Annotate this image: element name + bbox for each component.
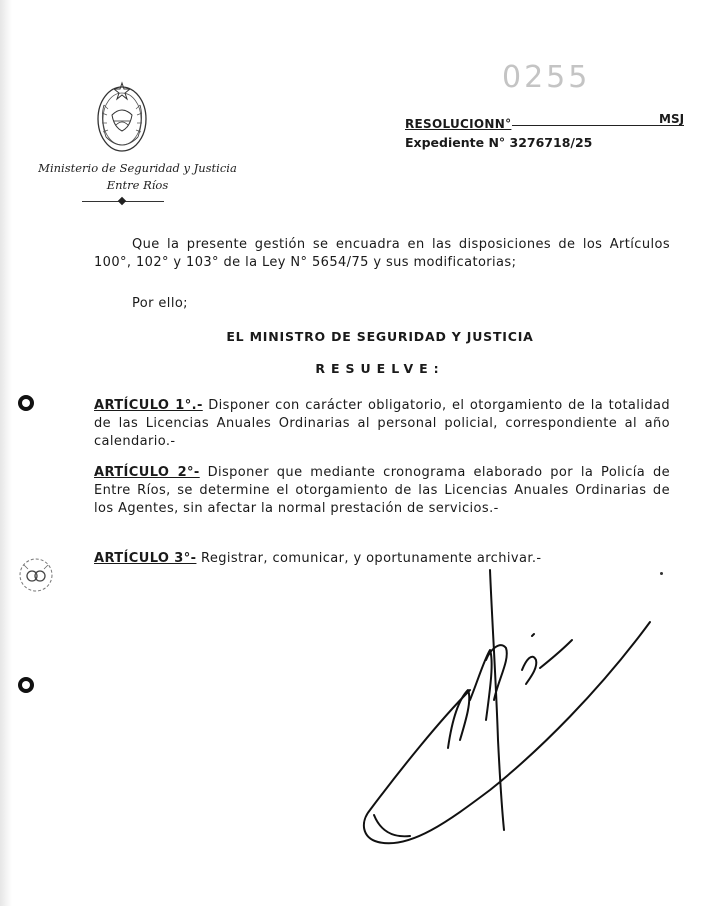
resolution-label: RESOLUCIONN° <box>405 117 512 131</box>
article-3 <box>94 550 670 568</box>
resuelve-heading: RESUELVE: <box>315 361 445 376</box>
ministry-name <box>30 160 245 194</box>
ministry-line-2: Entre Ríos <box>106 178 169 192</box>
article-3-label: ARTÍCULO 3°- <box>94 551 197 566</box>
ministry-line-1: Ministerio de Seguridad y Justicia <box>38 161 237 175</box>
ink-speck <box>660 572 663 575</box>
article-3-text: Registrar, comunicar, y oportunamente archivar.- <box>196 551 542 566</box>
article-2 <box>94 464 670 518</box>
article-2-label: ARTÍCULO 2°- <box>94 465 200 480</box>
page-edge-shadow <box>0 0 12 906</box>
coat-of-arms-seal <box>90 75 154 161</box>
article-1-label: ARTÍCULO 1°.- <box>94 398 203 413</box>
article-1-text: Disponer con carácter obligatorio, el otorgamiento de la totalidad de las Licencias Anuales Ordinarias al personal policial, correspondiente al año calendario.- <box>94 398 670 449</box>
small-ink-stamp <box>14 555 60 595</box>
expediente-number: Expediente N° 3276718/25 <box>405 135 593 150</box>
resolution-suffix: MSJ <box>659 112 685 126</box>
ministry-divider-ornament <box>118 197 126 205</box>
stamped-resolution-number: 0255 <box>502 60 591 95</box>
binder-punch-hole-top <box>18 395 34 411</box>
minister-title: EL MINISTRO DE SEGURIDAD Y JUSTICIA <box>226 329 534 344</box>
intro-paragraph: Que la presente gestión se encuadra en las disposiciones de los Artículos 100°, 102° y 103° de la Ley N° 5654/75 y sus modificatorias; <box>94 237 670 270</box>
binder-punch-hole-bottom <box>18 677 34 693</box>
por-ello-text: Por ello; <box>132 296 188 311</box>
article-1 <box>94 397 670 451</box>
article-2-text: Disponer que mediante cronograma elaborado por la Policía de Entre Ríos, se determine el otorgamiento de las Licencias Anuales Ordinarias de los Agentes, sin afectar la normal prestación de servicios.- <box>94 465 670 516</box>
